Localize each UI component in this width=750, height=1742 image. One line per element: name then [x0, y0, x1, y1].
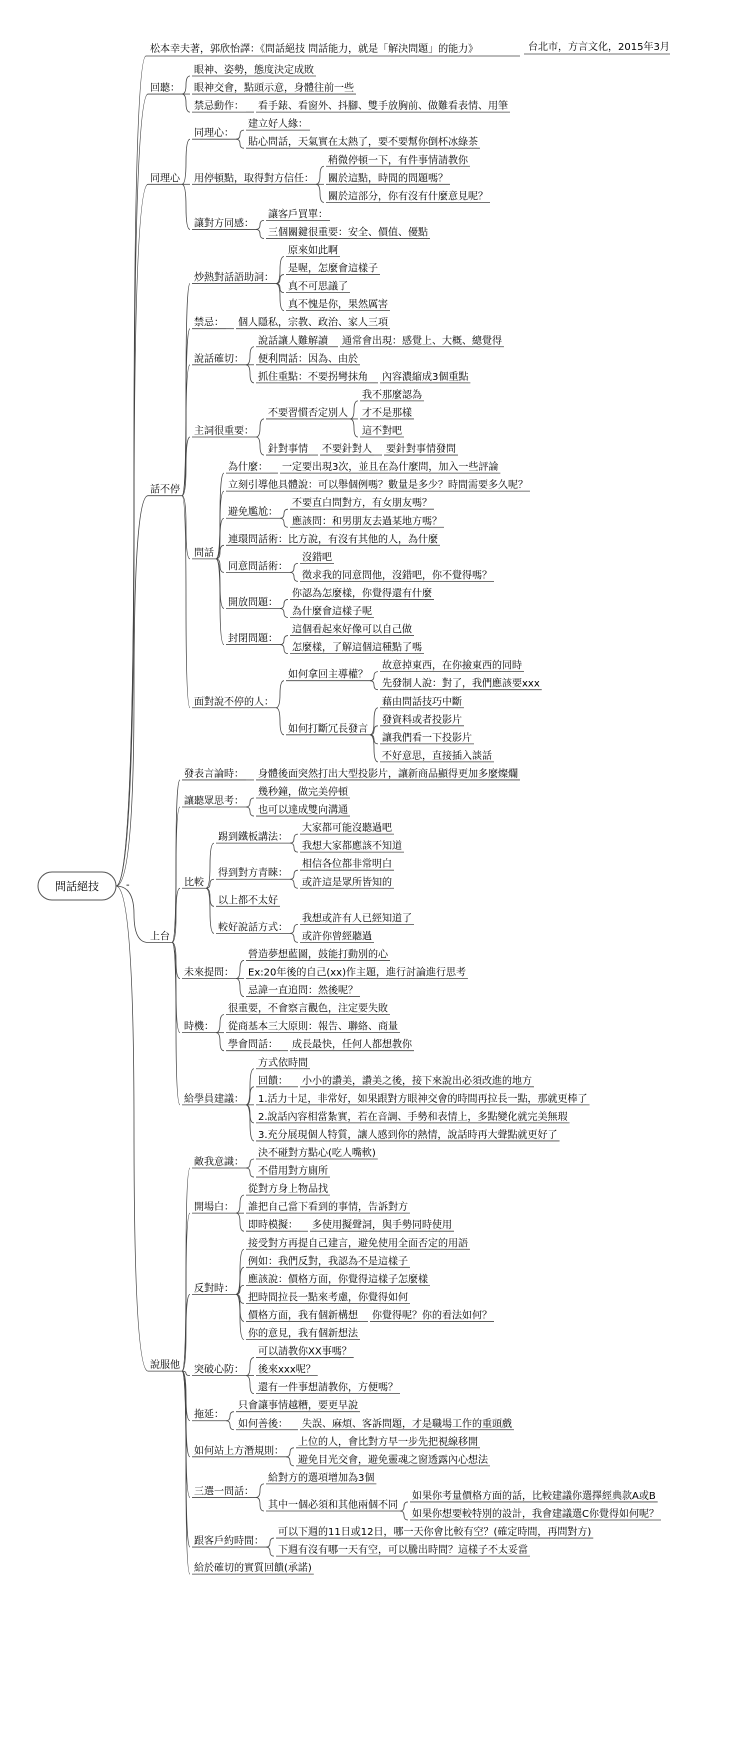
topic-node[interactable]: 給學員建議： — [184, 1093, 244, 1105]
topic-node[interactable]: 內容濃縮成3個重點 — [382, 371, 469, 383]
topic-node[interactable]: 誰把自己當下看到的事情，告訴對方 — [248, 1202, 408, 1214]
connector — [280, 599, 288, 608]
topic-node[interactable]: 或許這是眾所皆知的 — [302, 877, 392, 889]
topic-node[interactable]: 眼神交會，點頭示意，身體往前一些 — [194, 83, 354, 95]
connector — [316, 166, 324, 184]
connector — [266, 1547, 274, 1556]
topic-node[interactable]: 反對時： — [194, 1283, 234, 1295]
topic-node[interactable]: 失誤、麻煩、客訴問題，才是職場工作的重頭戲 — [302, 1418, 512, 1430]
connector — [280, 645, 288, 654]
topic-node[interactable]: 關於這點，時間的問題嗎？ — [328, 173, 448, 185]
connector — [246, 807, 254, 816]
connector — [216, 559, 224, 573]
topic-node[interactable]: 藉由問話技巧中斷 — [382, 696, 462, 708]
topic-node[interactable]: 面對說不停的人： — [194, 696, 274, 708]
topic-node[interactable]: 方式依時間 — [258, 1057, 308, 1069]
topic-node[interactable]: 避免目光交會，避免靈魂之窗透露內心想法 — [298, 1454, 488, 1466]
branch-node[interactable]: 同理心 — [150, 173, 180, 185]
topic-node[interactable]: 稍微停頓一下，有件事情請教你 — [328, 155, 468, 167]
connector — [226, 1421, 234, 1430]
topic-node[interactable]: 身體後面突然打出大型投影片，讓新商品顯得更加多麼燦爛 — [258, 768, 518, 780]
root-connector — [116, 184, 148, 886]
connector — [256, 220, 264, 229]
connector — [246, 1159, 254, 1168]
topic-node[interactable]: 便利問話：因為、由於 — [258, 353, 358, 365]
topic-node[interactable]: 發資料或者投影片 — [382, 714, 462, 726]
connector — [290, 870, 298, 879]
topic-node[interactable]: 要針對事情發問 — [386, 444, 456, 456]
connector — [290, 879, 298, 888]
topic-node[interactable]: 讓聽眾思考： — [184, 796, 244, 808]
topic-node[interactable]: 後來xxx呢？ — [258, 1364, 316, 1376]
root-connector — [116, 886, 148, 1371]
topic-node[interactable]: 讓對方同感： — [194, 218, 254, 230]
connector — [290, 933, 298, 942]
topic-node[interactable]: 1.活力十足，非常好，如果跟對方眼神交會的時間再拉長一點，那就更棒了 — [258, 1093, 588, 1105]
topic-nodes — [150, 63, 659, 1574]
topic-node[interactable]: 比較 — [184, 877, 204, 889]
topic-node[interactable]: 禁忌動作： — [194, 101, 244, 113]
topic-node[interactable]: 上位的人，會比對方早一步先把視線移開 — [298, 1436, 478, 1448]
connector — [280, 608, 288, 617]
topic-node[interactable]: 眼神、姿勢，態度決定成敗 — [194, 65, 314, 76]
topic-node[interactable]: 給對方的選項增加為3個 — [268, 1472, 375, 1484]
topic-node[interactable]: 應該說：價格方面，你覺得這樣子怎麼樣 — [248, 1274, 428, 1286]
connector — [400, 1502, 408, 1511]
topic-node[interactable]: 相信各位都非常明白 — [302, 859, 392, 871]
topic-node[interactable]: 如何站上方潛規則： — [194, 1445, 284, 1457]
topic-node[interactable]: 禁忌： — [194, 317, 224, 329]
connector — [280, 509, 288, 518]
topic-node[interactable]: 較好說話方式： — [218, 922, 288, 934]
topic-node[interactable]: 敵我意識： — [194, 1157, 244, 1169]
topic-node[interactable]: 拖延： — [194, 1409, 224, 1421]
connector — [290, 924, 298, 933]
connector — [290, 843, 298, 852]
connector — [236, 960, 244, 978]
topic-node[interactable]: 回饋： — [258, 1075, 288, 1087]
topic-node[interactable]: 如何善後： — [238, 1418, 288, 1430]
topic-node[interactable]: 你覺得呢？你的看法如何？ — [372, 1310, 492, 1322]
topic-node[interactable]: 封閉問題： — [228, 633, 278, 645]
topic-node[interactable]: 開場白： — [194, 1202, 234, 1214]
topic-node[interactable]: 未來提問： — [184, 967, 234, 979]
connector — [256, 1484, 264, 1498]
topic-node[interactable]: 2.說話內容相當紮實，若在音調、手勢和表情上，多點變化就完美無瑕 — [258, 1111, 568, 1123]
connector — [290, 834, 298, 843]
topic-node[interactable]: Ex:20年後的自己(xx)作主題，進行討論進行思考 — [248, 967, 466, 979]
connector — [256, 1497, 264, 1511]
branch-node[interactable]: 回聽： — [150, 83, 180, 95]
connector — [236, 1213, 244, 1231]
connector — [276, 708, 284, 735]
topic-node[interactable]: 不要習慣否定別人 — [268, 407, 348, 419]
connector — [400, 1511, 408, 1520]
topic-node[interactable]: 也可以達成雙向溝通 — [258, 805, 348, 817]
connector — [290, 563, 298, 572]
connector — [256, 229, 264, 238]
topic-node[interactable]: 成長最快，任何人都想教你 — [292, 1039, 412, 1051]
topic-node[interactable]: 即時模擬： — [248, 1220, 298, 1232]
topic-node[interactable]: 看手錶、看窗外、抖腳、雙手放胸前、做難看表情、用筆 — [258, 101, 508, 113]
topic-node[interactable]: 我想或許有人已經知道了 — [302, 913, 412, 925]
topic-node[interactable]: 如果你想要較特別的設計，我會建議選C你覺得如何呢？ — [412, 1509, 659, 1520]
connector — [236, 139, 244, 148]
topic-node[interactable]: 跟客戶約時間： — [194, 1536, 264, 1548]
connector — [370, 681, 378, 690]
topic-node[interactable]: 學會問話： — [228, 1039, 278, 1051]
topic-node[interactable]: 大家都可能沒聽過吧 — [302, 823, 392, 835]
topic-node[interactable]: 我不那麼認為 — [362, 389, 422, 401]
topic-node[interactable]: 只會讓事情越糟，要更早說 — [238, 1400, 358, 1412]
topic-node[interactable]: 還有一件事想請教你，方便嗎？ — [258, 1382, 398, 1394]
topic-node[interactable]: 真不愧是你，果然厲害 — [288, 299, 388, 311]
connector — [350, 401, 358, 419]
topic-node[interactable]: 三選一問話： — [194, 1486, 254, 1498]
connector — [236, 979, 244, 997]
topic-node[interactable]: 是喔，怎麼會這樣子 — [288, 263, 378, 275]
topic-node[interactable]: 主詞很重要： — [194, 426, 254, 437]
topic-node[interactable]: 其中一個必須和其他兩個不同 — [268, 1499, 398, 1511]
header-citation: 松本幸夫著，郭欣怡譯：《問話絕技 問話能力，就是「解決問題」的能力》 — [150, 44, 479, 55]
topic-node[interactable]: 從對方身上物品找 — [248, 1184, 328, 1196]
topic-node[interactable]: 不好意思，直接插入談話 — [382, 750, 492, 762]
topic-node[interactable]: 貼心問話，天氣實在太熱了，要不要幫你倒杯冰綠茶 — [248, 137, 478, 149]
topic-node[interactable]: 把時間拉長一點來考慮，你覺得如何 — [248, 1292, 408, 1304]
topic-node[interactable]: 同理心： — [194, 128, 234, 140]
topic-node[interactable]: 讓我們看一下投影片 — [382, 732, 472, 744]
connector — [236, 130, 244, 139]
topic-node[interactable]: 忌諱一直追問：然後呢？ — [248, 985, 358, 997]
header-publisher: 台北市，方言文化，2015年3月 — [528, 42, 670, 53]
topic-node[interactable]: 通常會出現：感覺上、大概、總覺得 — [342, 335, 502, 347]
connector — [316, 184, 324, 202]
topic-node[interactable]: 這不對吧 — [362, 426, 402, 437]
topic-node[interactable]: 決不碰對方點心(吃人嘴軟) — [258, 1148, 376, 1159]
topic-node[interactable]: 開放問題： — [228, 597, 278, 609]
topic-node[interactable]: 才不是那樣 — [362, 407, 412, 419]
topic-node[interactable]: 三個關鍵很重要：安全、價值、優點 — [268, 227, 428, 239]
topic-node[interactable]: 突破心防： — [194, 1364, 244, 1376]
connector — [280, 518, 288, 527]
topic-node[interactable]: 如果你考量價格方面的話，比較建議你選擇經典款A或B — [412, 1490, 656, 1502]
topic-node[interactable]: 可以請教你XX事嗎？ — [258, 1346, 352, 1358]
connector — [280, 636, 288, 645]
connector — [216, 1015, 224, 1033]
topic-node[interactable]: 例如：我們反對，我認為不是這樣子 — [248, 1256, 408, 1268]
topic-node[interactable]: 幾秒鐘，做完美停頓 — [258, 787, 348, 798]
topic-node[interactable]: 你認為怎麼樣，你覺得還有什麼 — [292, 588, 432, 600]
topic-node[interactable]: 如何拿回主導權？ — [288, 669, 368, 681]
topic-node[interactable]: 踢到鐵板講法： — [218, 832, 288, 844]
topic-node[interactable]: 發表言論時： — [184, 768, 244, 780]
topic-node[interactable]: 時機： — [184, 1021, 214, 1033]
topic-node[interactable]: 個人隱私，宗教、政治、家人三項 — [238, 317, 388, 329]
topic-node[interactable]: 應該問：和男朋友去過某地方嗎？ — [292, 516, 442, 528]
connector — [290, 572, 298, 581]
topic-node[interactable]: 抓住重點：不要拐彎抹角 — [258, 371, 368, 383]
topic-node[interactable]: 立刻引導他具體說：可以舉個例嗎？數量是多少？時間需要多久呢？ — [228, 480, 528, 492]
topic-node[interactable]: 不借用對方廁所 — [258, 1166, 328, 1178]
topic-node[interactable]: 可以下週的11日或12日，哪一天你會比較有空？(確定時間，再問對方) — [278, 1527, 592, 1539]
connector — [276, 681, 284, 708]
connector — [226, 1412, 234, 1421]
topic-node[interactable]: 同意問話術： — [228, 561, 288, 573]
topic-node[interactable]: 3.充分展現個人特質，讓人感到你的熱情，說話時再大聲點就更好了 — [258, 1129, 558, 1141]
connector — [182, 94, 190, 112]
root-node-label: 問話絕技 — [55, 880, 99, 893]
topic-node[interactable]: 不要針對人 — [322, 444, 372, 456]
branch-node[interactable]: 話不停 — [150, 484, 180, 496]
topic-node[interactable]: 連環問話術：比方說，有沒有其他的人，為什麼 — [228, 534, 438, 546]
connector — [182, 184, 190, 229]
topic-node[interactable]: 一定要出現3次，並且在為什麼問，加入一些評論 — [282, 462, 499, 474]
connector — [266, 1538, 274, 1547]
topic-node[interactable]: 營造夢想藍圖，鼓能打動別的心 — [248, 949, 388, 961]
branch-node[interactable]: 說服他 — [150, 1360, 180, 1372]
root-collapse-marker: - — [126, 880, 130, 891]
connector — [246, 1358, 254, 1376]
topic-node[interactable]: 得到對方青睞： — [218, 868, 288, 880]
topic-node[interactable]: 給於確切的實質回饋(承諾) — [194, 1563, 312, 1575]
root-connector — [116, 886, 148, 942]
topic-node[interactable]: 怎麼樣，了解這個這種點了嗎 — [292, 642, 422, 654]
topic-node[interactable]: 以上都不太好 — [218, 895, 278, 907]
connector — [216, 1033, 224, 1051]
topic-node[interactable]: 下週有沒有哪一天有空，可以騰出時間？這樣子不太妥當 — [278, 1545, 528, 1557]
topic-node[interactable]: 徵求我的同意問他，沒錯吧，你不覺得嗎？ — [302, 570, 492, 582]
connectors — [116, 56, 661, 1574]
topic-node[interactable]: 我想大家都應該不知道 — [302, 841, 402, 853]
topic-node[interactable]: 你的意見，我有個新想法 — [248, 1328, 358, 1340]
topic-node[interactable]: 故意掉東西，在你撿東西的同時 — [382, 660, 522, 672]
topic-node[interactable]: 為什麼會這樣子呢 — [292, 606, 372, 618]
topic-node[interactable]: 關於這部分，你有沒有什麼意見呢？ — [328, 191, 488, 203]
connector — [256, 437, 264, 455]
topic-node[interactable]: 從商基本三大原則：報告、聯絡、商量 — [228, 1021, 398, 1033]
connector — [246, 347, 254, 365]
topic-node[interactable]: 問話 — [194, 547, 214, 559]
connector — [370, 672, 378, 681]
topic-node[interactable]: 針對事情 — [268, 444, 308, 456]
connector — [246, 798, 254, 807]
topic-node[interactable]: 炒熱對話語助詞： — [194, 272, 274, 284]
topic-node[interactable]: 多使用擬聲詞，與手勢同時使用 — [312, 1220, 452, 1232]
topic-node[interactable]: 如何打斷冗長發言 — [288, 723, 368, 735]
topic-node[interactable]: 用停頓點，取得對方信任： — [194, 173, 314, 185]
topic-node[interactable]: 建立好人緣： — [248, 119, 308, 131]
topic-node[interactable]: 真不可思議了 — [288, 281, 348, 293]
connector — [246, 1376, 254, 1394]
connector — [246, 1168, 254, 1177]
connector — [236, 1195, 244, 1213]
topic-node[interactable]: 說話讓人難解讀 — [258, 335, 328, 347]
connector — [286, 1448, 294, 1457]
topic-node[interactable]: 沒錯吧 — [302, 552, 332, 564]
topic-node[interactable]: 或許你曾經聽過 — [302, 931, 372, 943]
topic-node[interactable]: 為什麼： — [228, 462, 268, 474]
topic-node[interactable]: 讓客戶買單： — [268, 209, 328, 221]
topic-node[interactable]: 原來如此啊 — [288, 245, 338, 257]
topic-node[interactable]: 很重要，不會察言觀色，注定要失敗 — [228, 1003, 388, 1015]
topic-node[interactable]: 接受對方再提自己建言，避免使用全面否定的用語 — [248, 1238, 468, 1250]
topic-node[interactable]: 先發制人說：對了，我們應該要xxx — [382, 678, 540, 690]
connector — [286, 1457, 294, 1466]
connector — [350, 419, 358, 437]
connector — [182, 76, 190, 94]
topic-node[interactable]: 說話確切： — [194, 353, 244, 365]
connector — [246, 365, 254, 383]
connector — [182, 139, 190, 184]
connector — [206, 879, 214, 888]
topic-node[interactable]: 小小的讚美，讚美之後，接下來說出必須改進的地方 — [302, 1075, 532, 1087]
connector — [256, 419, 264, 437]
topic-node[interactable]: 不要直白問對方，有女朋友嗎？ — [292, 498, 432, 510]
topic-node[interactable]: 這個看起來好像可以自己做 — [292, 624, 412, 636]
root-connector — [116, 94, 148, 886]
branch-node[interactable]: 上台 — [150, 931, 170, 943]
topic-node[interactable]: 避免尷尬： — [228, 507, 278, 519]
topic-node[interactable]: 價格方面，我有個新構想 — [248, 1310, 358, 1322]
